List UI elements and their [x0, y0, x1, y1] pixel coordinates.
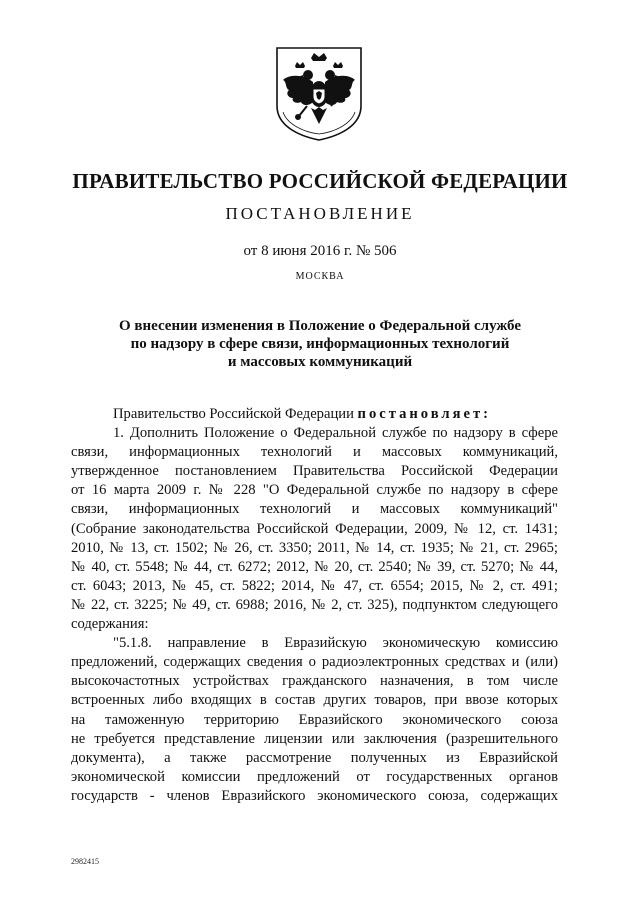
document-type: ПОСТАНОВЛЕНИЕ: [225, 204, 415, 223]
body-line: государств - членов Евразийского экономического союза, содержащих: [71, 787, 558, 804]
body-line: документа), а также рассмотрение полученных из Евразийской: [71, 749, 558, 766]
body-line: (Собрание законодательства Российской Федерации, 2009, № 12, ст. 1431;: [71, 520, 558, 537]
body-line: "5.1.8. направление в Евразийскую экономическую комиссию: [113, 635, 558, 652]
document-city: МОСКВА: [295, 271, 345, 282]
body-line: высокочастотных устройствах гражданского назначения, в том числе: [71, 673, 558, 690]
coat-of-arms-icon: [273, 44, 365, 142]
body-line: связи, информационных технологий и массовых коммуникаций": [71, 501, 558, 518]
body-line: связи, информационных технологий и массовых коммуникаций,: [71, 444, 558, 461]
heading-line: О внесении изменения в Положение о Федеральной службе: [118, 318, 522, 334]
document-code: 2982415: [71, 857, 99, 866]
body-line: содержания:: [71, 616, 149, 633]
body-line: № 40, ст. 5548; № 44, ст. 6272; 2012, № 20, ст. 2540; № 39, ст. 5270; № 44,: [71, 558, 558, 575]
body-line: 1. Дополнить Положение о Федеральной службе по надзору в сфере: [113, 425, 558, 442]
document-body: [71, 405, 558, 806]
document-date-number: от 8 июня 2016 г. № 506: [243, 243, 397, 259]
body-line: № 22, ст. 3225; № 49, ст. 6988; 2016, № 2, ст. 325), подпунктом следующего: [71, 596, 558, 613]
document-heading: [0, 317, 640, 371]
body-line: ст. 6043; 2013, № 45, ст. 5822; 2014, № 47, ст. 6554; 2015, № 2, ст. 491;: [71, 577, 558, 594]
body-line: предложений, содержащих сведения о радиоэлектронных средствах и (или): [71, 654, 558, 671]
intro-text: Правительство Российской Федерации: [113, 406, 358, 422]
body-line: от 16 марта 2009 г. № 228 "О Федеральной службе по надзору в сфере: [71, 482, 558, 499]
intro-resolves: постановляет:: [357, 406, 491, 422]
intro-line: [71, 405, 558, 424]
heading-line: и массовых коммуникаций: [227, 354, 413, 370]
body-line: утвержденное постановлением Правительства Российской Федерации: [71, 463, 558, 480]
body-line: 2010, № 13, ст. 1502; № 26, ст. 3350; 2011, № 14, ст. 1935; № 21, ст. 2965;: [71, 539, 558, 556]
body-line: встроенных либо входящих в состав других товаров, при ввозе которых: [71, 692, 558, 709]
body-line: экономической комиссии предложений от государственных органов: [71, 768, 558, 785]
body-line: на таможенную территорию Евразийского экономического союза: [71, 711, 558, 728]
government-title: ПРАВИТЕЛЬСТВО РОССИЙСКОЙ ФЕДЕРАЦИИ: [72, 169, 568, 193]
body-line: не требуется представление лицензии или заключения (разрешительного: [71, 730, 558, 747]
heading-line: по надзору в сфере связи, информационных технологий: [130, 336, 510, 352]
